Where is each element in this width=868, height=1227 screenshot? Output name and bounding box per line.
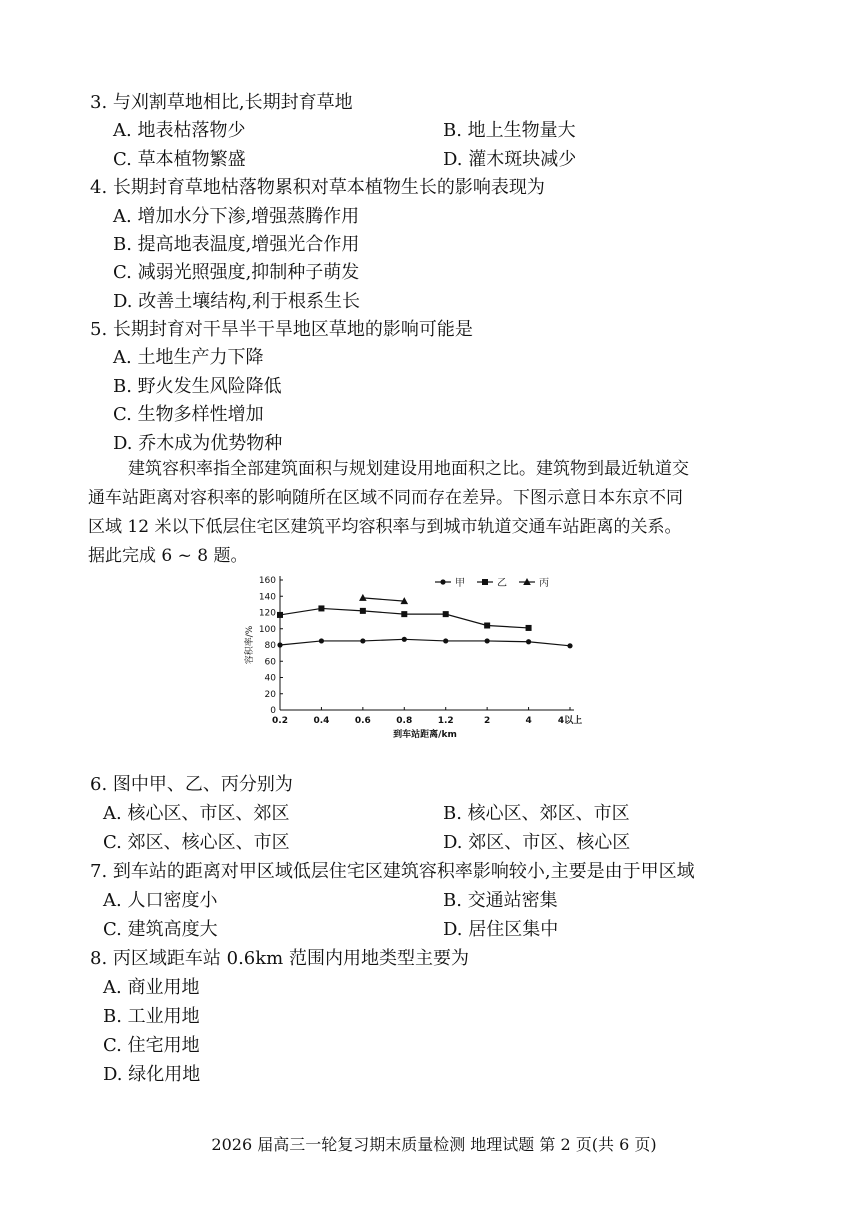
question-5-option-c: C. 生物多样性增加 xyxy=(113,404,264,425)
data-point-甲 xyxy=(277,642,282,647)
passage-line-4: 据此完成 6 ~ 8 题。 xyxy=(88,546,248,566)
data-point-乙 xyxy=(277,612,283,618)
passage-line-1: 建筑容积率指全部建筑面积与规划建设用地面积之比。建筑物到最近轨道交 xyxy=(128,459,689,479)
legend-label: 丙 xyxy=(539,578,549,589)
data-point-甲 xyxy=(567,643,572,648)
y-tick-label: 80 xyxy=(264,641,276,651)
question-5-option-a: A. 土地生产力下降 xyxy=(113,347,264,368)
x-tick-label: 1.2 xyxy=(437,716,454,726)
data-point-甲 xyxy=(443,638,448,643)
passage-line-3: 区域 12 米以下低层住宅区建筑平均容积率与到城市轨道交通车站距离的关系。 xyxy=(88,517,682,537)
question-8-stem: 8. 丙区域距车站 0.6km 范围内用地类型主要为 xyxy=(90,948,469,969)
floor-area-ratio-chart xyxy=(230,570,610,770)
legend-label: 甲 xyxy=(455,578,465,589)
legend-marker-甲 xyxy=(440,579,445,584)
question-3-option-b: B. 地上生物量大 xyxy=(443,120,576,141)
x-tick-label: 0.2 xyxy=(272,716,288,726)
data-point-乙 xyxy=(443,611,449,617)
data-point-甲 xyxy=(485,638,490,643)
x-tick-label: 0.8 xyxy=(396,716,413,726)
question-8-option-d: D. 绿化用地 xyxy=(103,1064,201,1085)
y-tick-label: 120 xyxy=(258,608,276,619)
question-6-option-c: C. 郊区、核心区、市区 xyxy=(103,832,290,853)
data-point-乙 xyxy=(526,625,532,631)
data-point-甲 xyxy=(526,639,531,644)
passage xyxy=(88,455,768,571)
question-4-option-d: D. 改善土壤结构,利于根系生长 xyxy=(113,291,360,312)
question-7-option-a: A. 人口密度小 xyxy=(103,890,218,911)
series-line-丙 xyxy=(363,598,404,601)
question-4-option-b: B. 提高地表温度,增强光合作用 xyxy=(113,234,360,255)
question-7-stem: 7. 到车站的距离对甲区域低层住宅区建筑容积率影响较小,主要是由于甲区域 xyxy=(90,861,695,882)
question-6-option-b: B. 核心区、郊区、市区 xyxy=(443,803,630,824)
x-tick-label: 0.6 xyxy=(354,716,371,726)
data-point-乙 xyxy=(484,623,490,629)
y-tick-label: 0 xyxy=(270,706,276,716)
x-tick-label: 2 xyxy=(484,716,491,726)
question-4-option-a: A. 增加水分下渗,增强蒸腾作用 xyxy=(113,206,360,227)
question-8-option-c: C. 住宅用地 xyxy=(103,1035,200,1056)
y-tick-label: 40 xyxy=(264,673,276,684)
y-axis-label: 容积率/% xyxy=(245,625,255,665)
data-point-甲 xyxy=(360,638,365,643)
question-3-option-a: A. 地表枯落物少 xyxy=(113,120,246,141)
y-tick-label: 100 xyxy=(258,624,276,635)
data-point-甲 xyxy=(319,638,324,643)
legend-marker-乙 xyxy=(482,579,488,585)
passage-line-2: 通车站距离对容积率的影响随所在区域不同而存在差异。下图示意日本东京不同 xyxy=(88,488,683,508)
x-tick-label: 4 xyxy=(525,716,532,726)
question-4-stem: 4. 长期封育草地枯落物累积对草本植物生长的影响表现为 xyxy=(90,177,545,198)
question-3-option-c: C. 草本植物繁盛 xyxy=(113,149,246,170)
y-tick-label: 160 xyxy=(258,576,276,586)
x-axis-label: 到车站距离/km xyxy=(393,730,457,740)
question-5-option-b: B. 野火发生风险降低 xyxy=(113,376,282,397)
question-8-option-a: A. 商业用地 xyxy=(103,977,200,998)
page-footer: 2026 届高三一轮复习期末质量检测 地理试题 第 2 页(共 6 页) xyxy=(211,1135,657,1154)
question-3-stem: 3. 与刈割草地相比,长期封育草地 xyxy=(90,92,353,113)
question-7-option-c: C. 建筑高度大 xyxy=(103,919,218,940)
question-4-option-c: C. 减弱光照强度,抑制种子萌发 xyxy=(113,262,360,283)
data-point-乙 xyxy=(318,605,324,611)
question-5-option-d: D. 乔木成为优势物种 xyxy=(113,433,283,454)
question-8-option-b: B. 工业用地 xyxy=(103,1006,200,1027)
data-point-乙 xyxy=(401,611,407,617)
question-7-option-b: B. 交通站密集 xyxy=(443,890,558,911)
legend-label: 乙 xyxy=(497,578,507,589)
y-tick-label: 140 xyxy=(258,592,276,603)
y-tick-label: 60 xyxy=(264,657,276,668)
x-tick-label: 0.4 xyxy=(313,716,330,726)
data-point-丙 xyxy=(359,594,367,601)
data-point-甲 xyxy=(402,637,407,642)
y-tick-label: 20 xyxy=(264,689,276,700)
question-6-option-d: D. 郊区、市区、核心区 xyxy=(443,832,631,853)
question-7-option-d: D. 居住区集中 xyxy=(443,919,559,940)
question-6-option-a: A. 核心区、市区、郊区 xyxy=(103,803,290,824)
x-tick-label: 4以上 xyxy=(557,716,583,726)
question-6-stem: 6. 图中甲、乙、丙分别为 xyxy=(90,774,293,795)
data-point-乙 xyxy=(360,608,366,614)
question-5-stem: 5. 长期封育对干旱半干旱地区草地的影响可能是 xyxy=(90,319,473,340)
question-3-option-d: D. 灌木斑块减少 xyxy=(443,149,577,170)
